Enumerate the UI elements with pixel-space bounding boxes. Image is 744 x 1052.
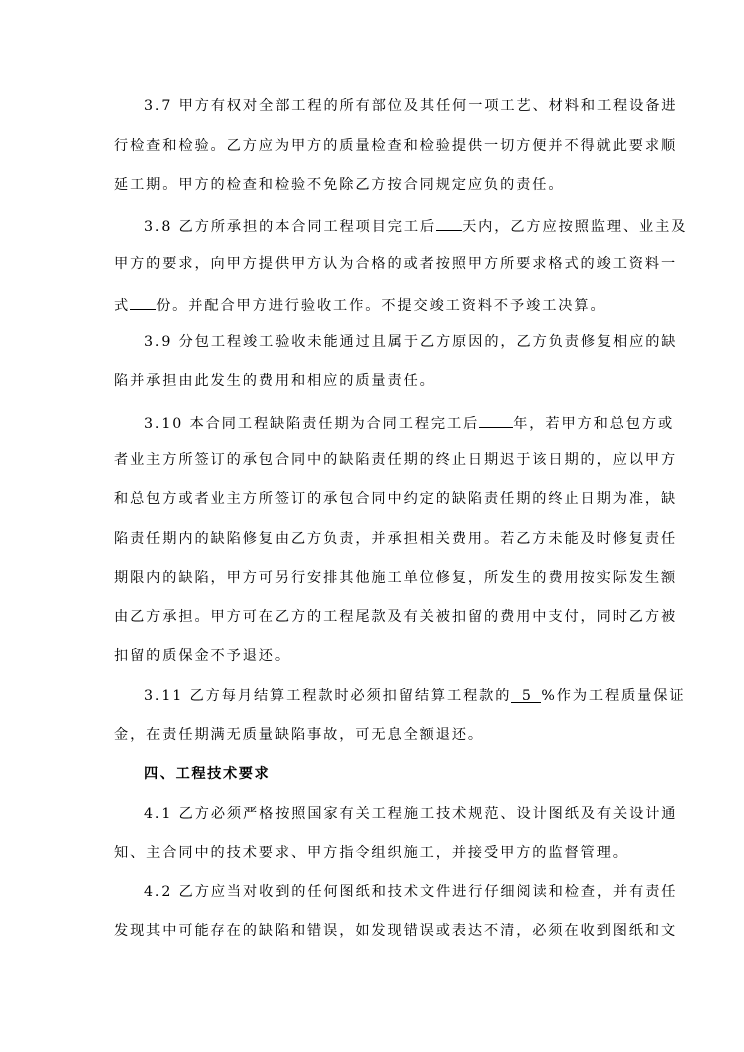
percent-blank-field: 5 xyxy=(511,686,541,703)
clause-3-11-text-a: 3.11 乙方每月结算工程款时必须扣留结算工程款的 xyxy=(144,688,512,704)
clause-3-7-line-3: 延工期。甲方的检查和检验不免除乙方按合同规定应负的责任。 xyxy=(114,177,565,193)
copies-blank-field xyxy=(130,293,156,310)
clause-4-2-line-1: 4.2 乙方应当对收到的任何图纸和技术文件进行仔细阅读和检查，并有责任 xyxy=(144,884,678,900)
clause-3-10-line-7: 扣留的质保金不予退还。 xyxy=(114,648,291,664)
clause-3-10-line-1 xyxy=(144,411,675,434)
clause-3-7-line-1: 3.7 甲方有权对全部工程的所有部位及其任何一项工艺、材料和工程设备进 xyxy=(144,98,678,114)
clause-4-1-line-2: 知、主合同中的技术要求、甲方指令组织施工，并接受甲方的监督管理。 xyxy=(114,845,629,861)
clause-3-11-text-b: %作为工程质量保证 xyxy=(541,688,686,704)
years-blank-field xyxy=(479,411,513,428)
clause-3-10-line-3: 和总包方或者业主方所签订的承包合同中约定的缺陷责任期的终止日期为准，缺 xyxy=(114,491,678,507)
clause-3-7-line-2: 行检查和检验。乙方应为甲方的质量检查和检验提供一切方便并不得就此要求顺 xyxy=(114,138,678,154)
clause-3-10-line-5: 期限内的缺陷，甲方可另行安排其他施工单位修复，所发生的费用按实际发生额 xyxy=(114,570,678,586)
clause-3-9-line-2: 陷并承担由此发生的费用和相应的质量责任。 xyxy=(114,373,436,389)
clause-3-8-text-b: 天内，乙方应按照监理、业主及 xyxy=(462,219,688,235)
clause-4-1-line-1: 4.1 乙方必须严格按照国家有关工程施工技术规范、设计图纸及有关设计通 xyxy=(144,806,678,822)
clause-3-8-line-1 xyxy=(144,214,688,237)
section-4-heading: 四、工程技术要求 xyxy=(144,766,271,782)
clause-3-8-line-2: 甲方的要求，向甲方提供甲方认为合格的或者按照甲方所要求格式的竣工资料一 xyxy=(114,256,678,272)
clause-3-10-line-6: 由乙方承担。甲方可在乙方的工程尾款及有关被扣留的费用中支付，同时乙方被 xyxy=(114,609,678,625)
clause-3-10-line-4: 陷责任期内的缺陷修复由乙方负责，并承担相关费用。若乙方未能及时修复责任 xyxy=(114,531,678,547)
days-blank-field xyxy=(436,214,462,231)
clause-3-11-line-1 xyxy=(144,686,686,706)
clause-3-10-text-a: 3.10 本合同工程缺陷责任期为合同工程完工后 xyxy=(144,416,480,432)
clause-3-8-text-a: 3.8 乙方所承担的本合同工程项目完工后 xyxy=(144,219,437,235)
clause-3-10-text-b: 年，若甲方和总包方或 xyxy=(513,416,675,432)
clause-3-9-line-1: 3.9 分包工程竣工验收未能通过且属于乙方原因的，乙方负责修复相应的缺 xyxy=(144,334,678,350)
clause-3-8-line-3 xyxy=(114,293,634,316)
clause-3-10-line-2: 者业主方所签订的承包合同中的缺陷责任期的终止日期迟于该日期的，应以甲方 xyxy=(114,452,678,468)
clause-3-11-line-2: 金，在责任期满无质量缺陷事故，可无息全额退还。 xyxy=(114,727,485,743)
clause-3-8-text-d: 份。并配合甲方进行验收工作。不提交竣工资料不予竣工决算。 xyxy=(156,298,607,314)
clause-3-8-text-c: 式 xyxy=(114,298,131,314)
clause-4-2-line-2: 发现其中可能存在的缺陷和错误，如发现错误或表达不清，必须在收到图纸和文 xyxy=(114,923,678,939)
